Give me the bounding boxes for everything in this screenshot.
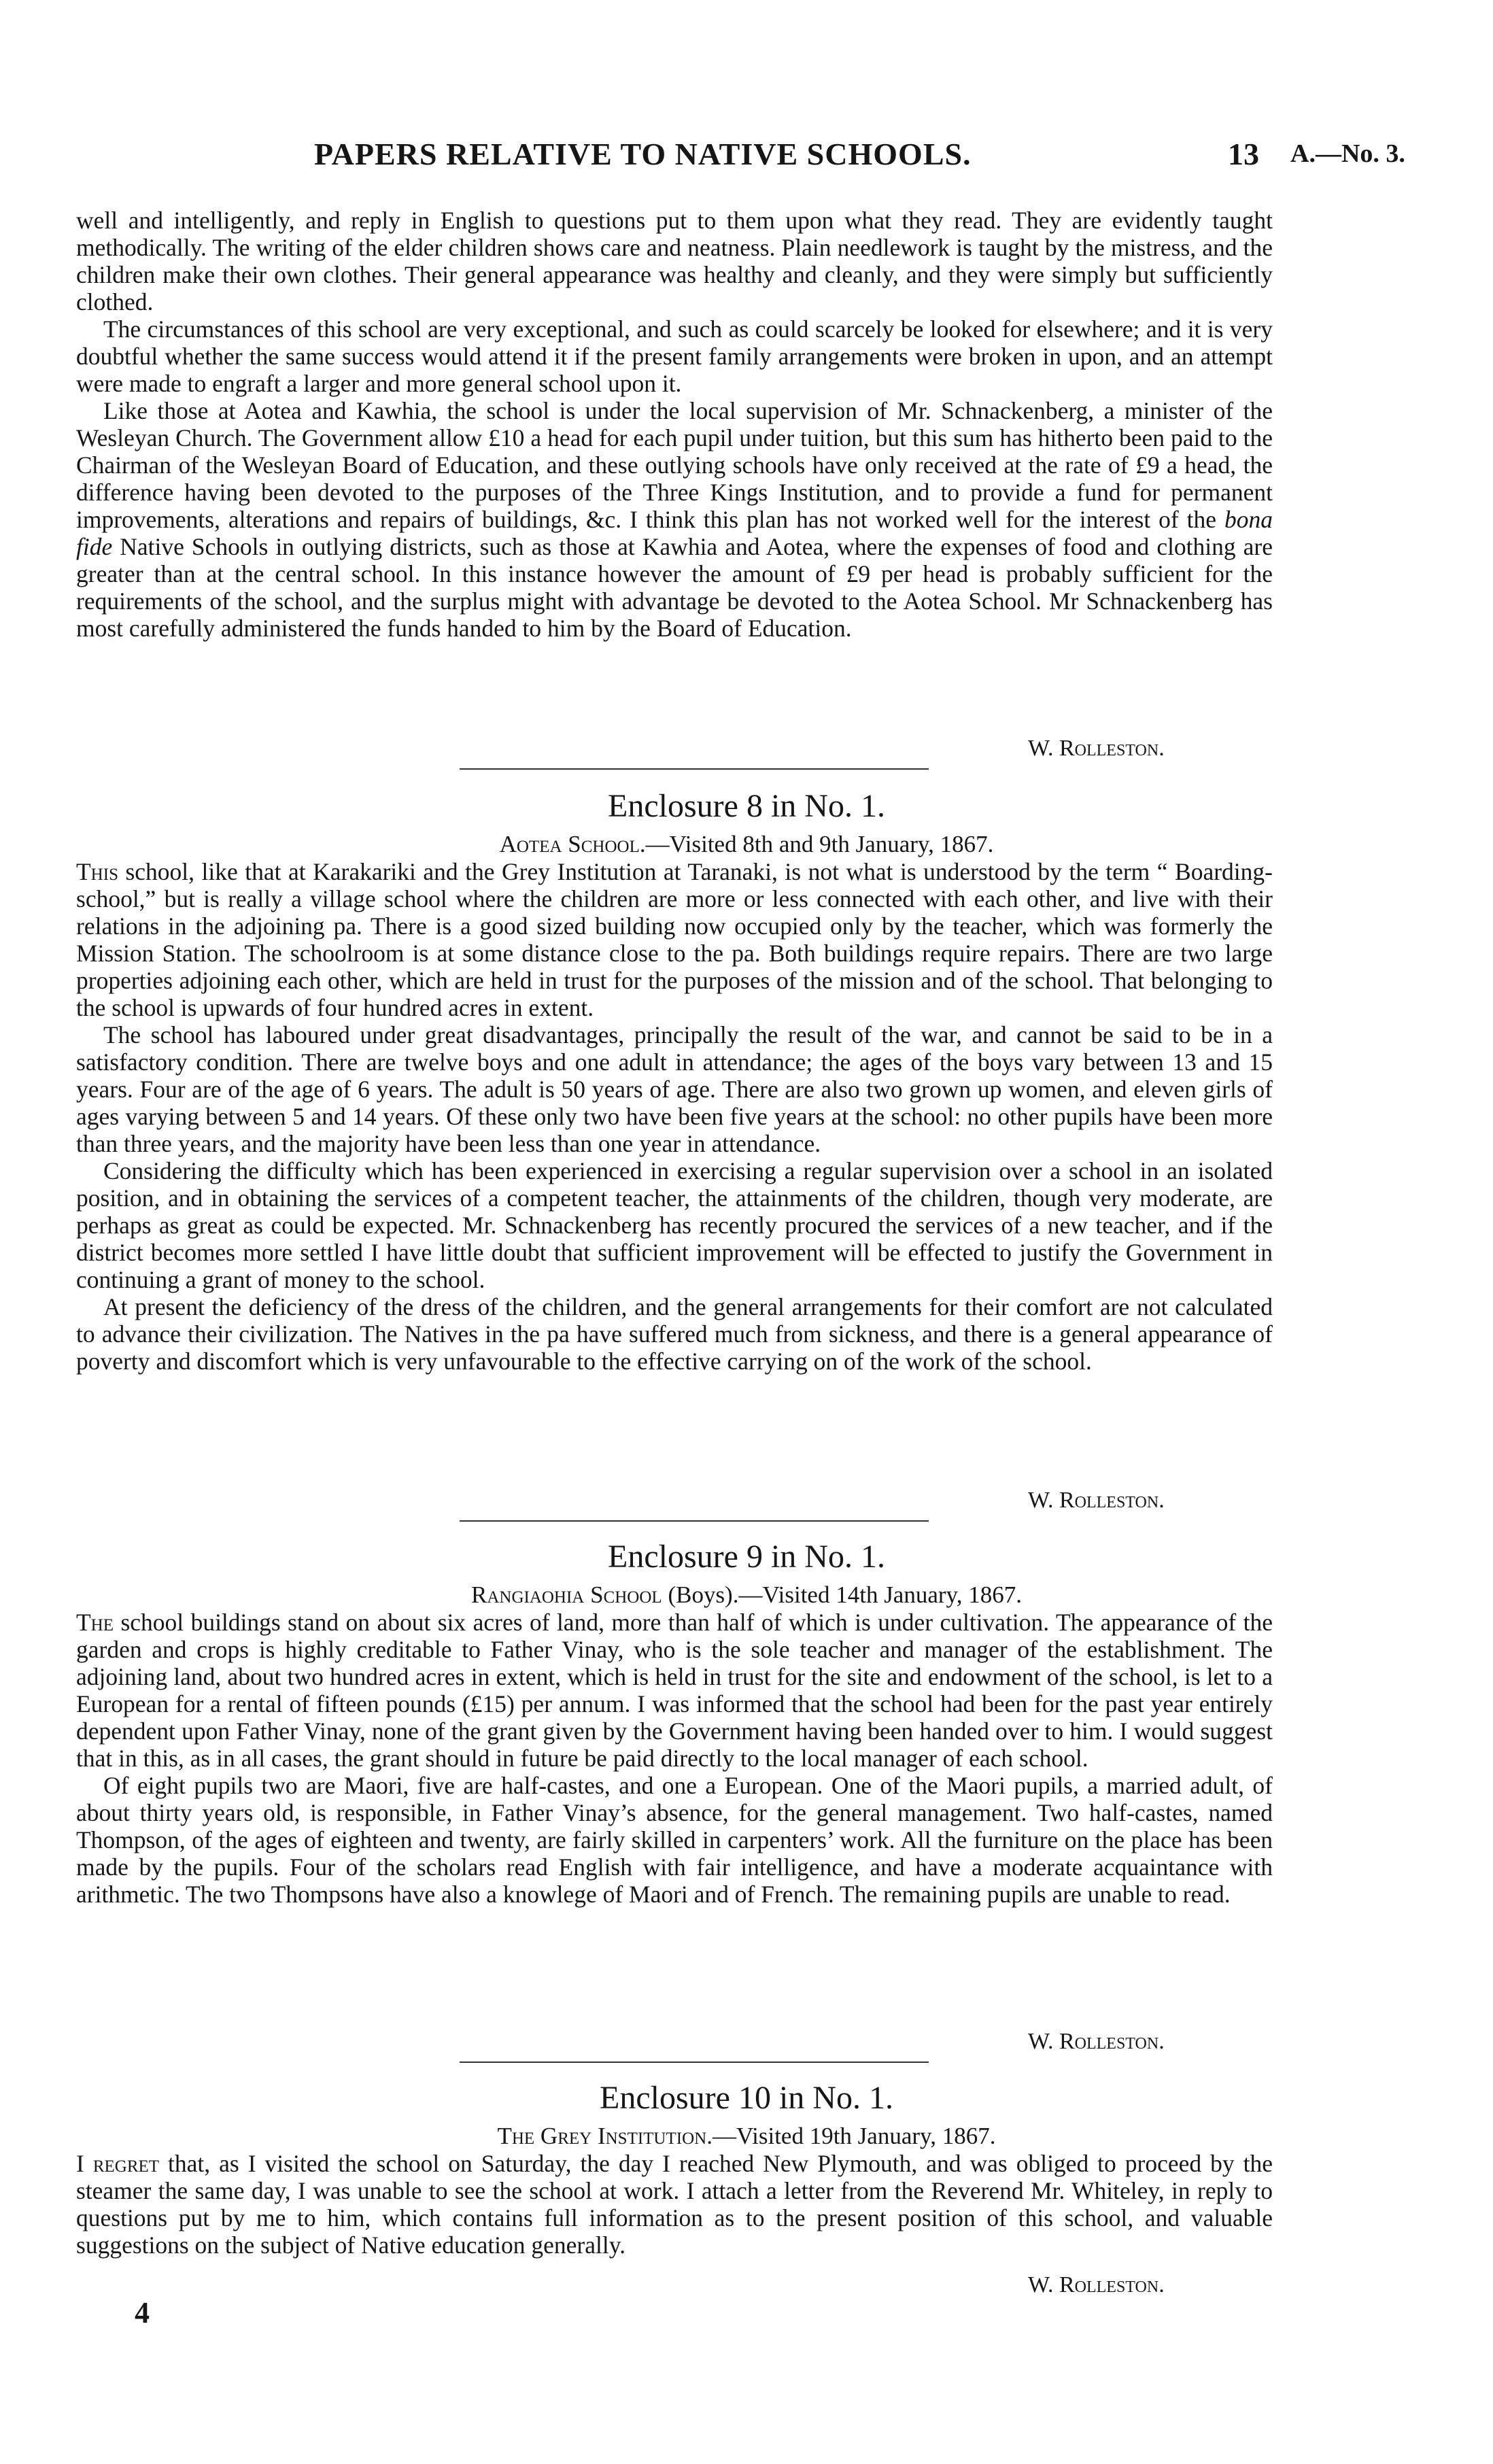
enclosure-8-visit-date: —Visited 8th and 9th January, 1867.: [645, 831, 994, 857]
intro-signature: W. Rolleston.: [1028, 736, 1165, 761]
intro-paragraph-1: well and intelligently, and reply in English to questions put to them upon what they read. They are evidently taught methodically. The writing of the elder children shows care and neatness. Plain needlework is taught by the mistress, and the children make their own clothes. Their general appearance was healthy and cleanly, and they were simply but sufficiently clothed.: [76, 207, 1273, 315]
enclosure-8-paragraph-2: The school has laboured under great disadvantages, principally the result of the war, and cannot be said to be in a satisfactory condition. There are twelve boys and one adult in attendance; the ages of the boys vary between 13 and 15 years. Four are of the age of 6 years. The adult is 50 years of age. There are also two grown up women, and eleven girls of ages varying between 5 and 14 years. Of these only two have been five years at the school: no other pupils have been more than three years, and the majority have been less than one year in attendance.: [76, 1021, 1273, 1157]
enclosure-8-paragraph-1: [76, 858, 1273, 1021]
enclosure-10-subheading: [0, 2123, 1493, 2150]
enclosure-9-visit-date: (Boys).—Visited 14th January, 1867.: [662, 1581, 1023, 1608]
page-number: 13: [1228, 137, 1259, 171]
enclosure-9-body: [76, 1609, 1273, 1908]
signature-mark: 4: [135, 2296, 150, 2329]
divider-rule: [460, 2061, 929, 2063]
enclosure-8-heading: Enclosure 8 in No. 1.: [608, 788, 885, 824]
enclosure-9-paragraph-2: Of eight pupils two are Maori, five are half-castes, and one a European. One of the Maori pupils, a married adult, of about thirty years old, is responsible, in Father Vinay’s absence, for the general management. Two half-castes, named Thompson, of the ages of eighteen and twenty, are fairly skilled in carpenters’ work. All the furniture on the place has been made by the pupils. Four of the scholars read English with fair intelligence, and have a moderate acquaintance with arithmetic. The two Thompsons have also a knowlege of Maori and of French. The remaining pupils are unable to read.: [76, 1772, 1273, 1908]
enclosure-10-body: [76, 2150, 1273, 2259]
enclosure-10-signature: W. Rolleston.: [1028, 2272, 1165, 2297]
enclosure-8-lead-word: This: [76, 858, 118, 885]
enclosure-10-school-name: The Grey Institution.: [497, 2123, 713, 2149]
enclosure-10-visit-date: —Visited 19th January, 1867.: [712, 2123, 996, 2149]
enclosure-8-body: [76, 858, 1273, 1375]
enclosure-8-paragraph-1-text: school, like that at Karakariki and the Grey Institution at Taranaki, is not what is understood by the term “ Boarding-school,” but is really a village school where the children are more or less connected with each other, and live with their relations in the adjoining pa. There is a good sized building now occupied only by the teacher, which was formerly the Mission Station. The schoolroom is at some distance close to the pa. Both buildings require repairs. There are two large properties adjoining each other, which are held in trust for the purposes of the mission and of the school. That belonging to the school is upwards of four hundred acres in extent.: [76, 858, 1273, 1021]
enclosure-9-lead-word: The: [76, 1609, 114, 1636]
header-title: PAPERS RELATIVE TO NATIVE SCHOOLS.: [314, 137, 972, 171]
enclosure-8-paragraph-3: Considering the difficulty which has been experienced in exercising a regular supervision over a school in an isolated position, and in obtaining the services of a competent teacher, the attainments of the children, though very moderate, are perhaps as great as could be expected. Mr. Schnackenberg has recently procured the services of a new teacher, and if the district becomes more settled I have little doubt that sufficient improvement will be effected to justify the Government in continuing a grant of money to the school.: [76, 1157, 1273, 1293]
intro-italic-phrase: bona fide: [76, 506, 1273, 560]
enclosure-9-school-name: Rangiaohia School: [470, 1581, 662, 1608]
divider-rule: [460, 1520, 929, 1522]
enclosure-8-subheading: [0, 831, 1493, 858]
document-reference: A.—No. 3.: [1290, 139, 1405, 168]
enclosure-8-school-name: Aotea School.: [499, 831, 646, 857]
enclosure-10-heading: Enclosure 10 in No. 1.: [600, 2080, 893, 2116]
intro-paragraph-3: [76, 397, 1273, 642]
enclosure-10-paragraph-1: [76, 2150, 1273, 2259]
divider-rule: [460, 768, 929, 770]
enclosure-9-subheading: [0, 1581, 1493, 1609]
enclosure-9-paragraph-1-text: school buildings stand on about six acres of land, more than half of which is under cultivation. The appearance of the garden and crops is highly creditable to Father Vinay, who is the sole teacher and manager of the establishment. The adjoining land, about two hundred acres in extent, which is held in trust for the site and endowment of the school, is let to a European for a rental of fifteen pounds (£15) per annum. I was informed that the school had been for the past year entirely dependent upon Father Vinay, none of the grant given by the Government having been handed over to him. I would suggest that in this, as in all cases, the grant should in future be paid directly to the local manager of each school.: [76, 1609, 1273, 1772]
enclosure-9-signature: W. Rolleston.: [1028, 2029, 1165, 2054]
enclosure-9-paragraph-1: [76, 1609, 1273, 1772]
enclosure-8-signature: W. Rolleston.: [1028, 1488, 1165, 1513]
intro-paragraph-2: The circumstances of this school are very exceptional, and such as could scarcely be looked for elsewhere; and it is very doubtful whether the same success would attend it if the present family arrangements were broken in upon, and an attempt were made to engraft a larger and more general school upon it.: [76, 315, 1273, 397]
enclosure-8-paragraph-4: At present the deficiency of the dress of the children, and the general arrangements for their comfort are not calculated to advance their civilization. The Natives in the pa have suffered much from sickness, and there is a general appearance of poverty and discomfort which is very unfavourable to the effective carrying on of the work of the school.: [76, 1293, 1273, 1375]
enclosure-9-heading: Enclosure 9 in No. 1.: [608, 1539, 885, 1575]
running-header: [76, 136, 1456, 184]
enclosure-10-lead-word: I regret: [76, 2150, 160, 2177]
intro-paragraph-3-part-b: Native Schools in outlying districts, such as those at Kawhia and Aotea, where the expenses of food and clothing are greater than at the central school. In this instance however the amount of £9 per head is probably sufficient for the requirements of the school, and the surplus might with advantage be devoted to the Aotea School. Mr Schnackenberg has most carefully administered the funds handed to him by the Board of Education.: [76, 533, 1273, 642]
enclosure-10-paragraph-1-text: that, as I visited the school on Saturday, the day I reached New Plymouth, and was obliged to proceed by the steamer the same day, I was unable to see the school at work. I attach a letter from the Reverend Mr. Whiteley, in reply to questions put by me to him, which contains full information as to the present position of this school, and valuable suggestions on the subject of Native education generally.: [76, 2150, 1273, 2259]
intro-paragraph-3-part-a: Like those at Aotea and Kawhia, the school is under the local supervision of Mr. Schnackenberg, a minister of the Wesleyan Church. The Government allow £10 a head for each pupil under tuition, but this sum has hitherto been paid to the Chairman of the Wesleyan Board of Education, and these outlying schools have only received at the rate of £9 a head, the difference having been devoted to the purposes of the Three Kings Institution, and to provide a fund for permanent improvements, alterations and repairs of buildings, &c. I think this plan has not worked well for the interest of the: [76, 397, 1273, 533]
intro-section: [76, 207, 1273, 642]
